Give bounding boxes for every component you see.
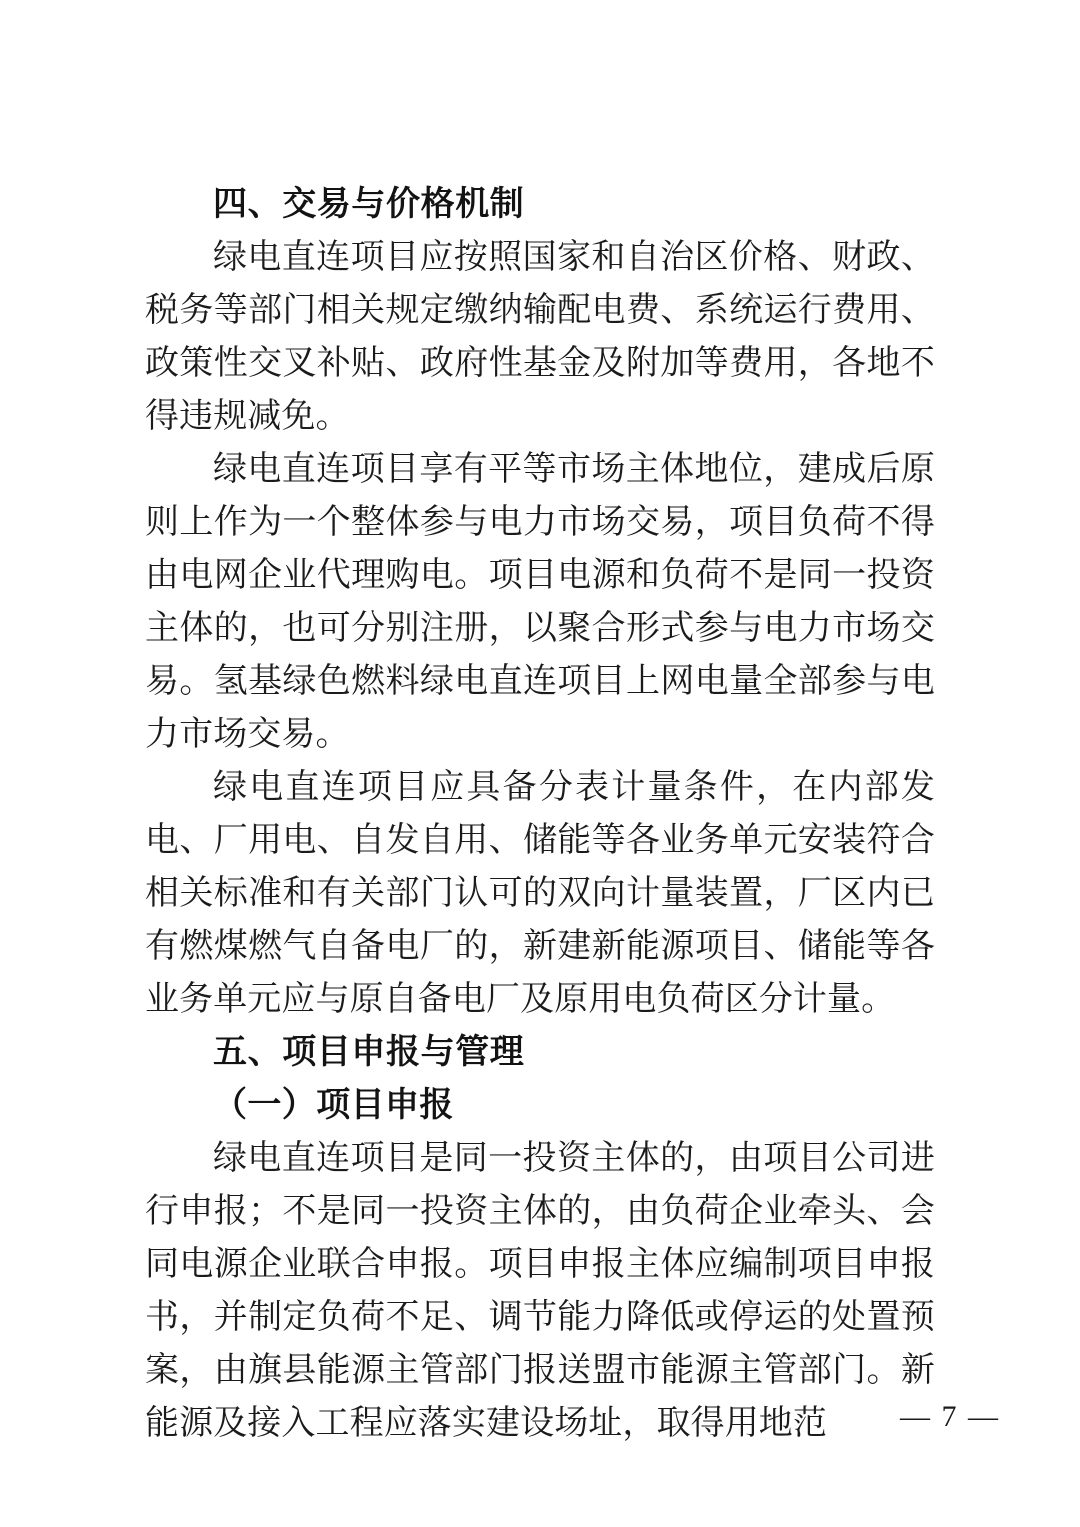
subsection-heading-one: （一）项目申报 xyxy=(213,1087,454,1124)
subsection-one-paragraph-1: 绿电直连项目是同一投资主体的，由项目公司进行申报；不是同一投资主体的，由负荷企业牵头、会同电源企业联合申报。项目申报主体应编制项目申报书，并制定负荷不足、调节能力降低或停运的处置预案，由旗县能源主管部门报送盟市能源主管部门。新能源及接入工程应落实建设场址，取得用地范 xyxy=(145,1140,935,1442)
section-heading-four: 四、交易与价格机制 xyxy=(213,185,525,223)
section-four-paragraph-2: 绿电直连项目享有平等市场主体地位，建成后原则上作为一个整体参与电力市场交易，项目负荷不得由电网企业代理购电。项目电源和负荷不是同一投资主体的，也可分别注册，以聚合形式参与电力市场交易。氢基绿色燃料绿电直连项目上网电量全部参与电力市场交易。 xyxy=(145,451,935,753)
section-four-paragraph-3: 绿电直连项目应具备分表计量条件，在内部发电、厂用电、自发自用、储能等各业务单元安装符合相关标准和有关部门认可的双向计量装置，厂区内已有燃煤燃气自备电厂的，新建新能源项目、储能等各业务单元应与原自备电厂及原用电负荷区分计量。 xyxy=(145,769,935,1018)
page-number: — 7 — xyxy=(900,1400,1000,1433)
page-footer xyxy=(0,1400,1080,1434)
section-heading-five: 五、项目申报与管理 xyxy=(213,1033,525,1071)
section-four-paragraph-1: 绿电直连项目应按照国家和自治区价格、财政、税务等部门相关规定缴纳输配电费、系统运行费用、政策性交叉补贴、政府性基金及附加等费用，各地不得违规减免。 xyxy=(145,239,935,435)
page-content xyxy=(145,178,935,1450)
